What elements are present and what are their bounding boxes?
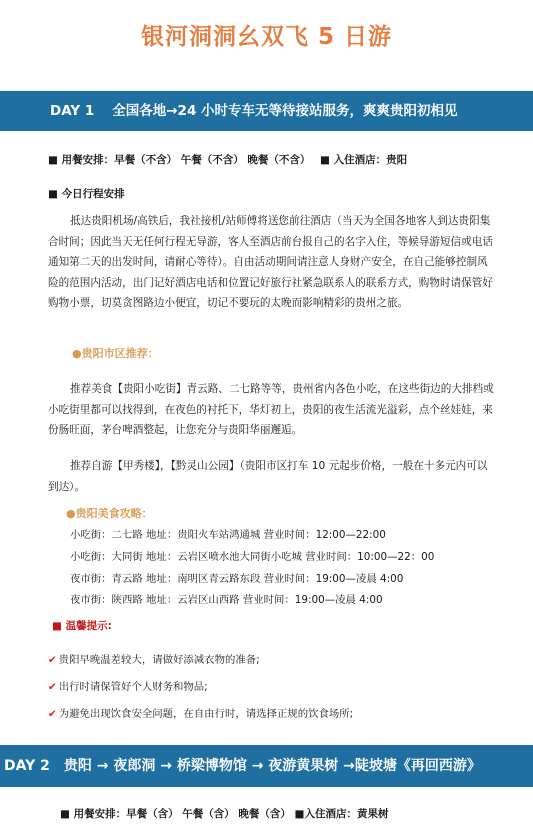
tip-item (48, 705, 353, 720)
tip-text: 为避免出现饮食安全问题，在自由行时，请选择正规的饮食场所; (58, 708, 354, 720)
tour-recommend-paragraph: 推荐自游【甲秀楼】，【黔灵山公园】（贵阳市区打车 10 元起步价格，一般在十多元内可以到达）。 (48, 460, 488, 493)
check-icon: ✔ (48, 654, 57, 666)
tips-heading: ■ 温馨提示: (52, 620, 112, 632)
day1-banner (0, 91, 533, 131)
check-icon: ✔ (48, 681, 57, 693)
food-guide-row: 夜市街：陕西路 地址：云岩区山西路 营业时间：19:00—凌晨 4:00 (70, 594, 383, 606)
check-icon: ✔ (48, 708, 57, 720)
tip-text: 贵阳早晚温差较大，请做好添减衣物的准备; (58, 654, 260, 666)
tip-item (48, 678, 208, 693)
day1-label: DAY 1 (50, 103, 95, 119)
tip-text: 出行时请保管好个人财务和物品; (58, 681, 208, 693)
day2-description: 贵阳 → 夜郎洞 → 桥梁博物馆 → 夜游黄果树 →陡坡塘《再回西游》 (63, 758, 481, 774)
day2-meal-line: ■ 用餐安排：早餐（含） 午餐（含） 晚餐（含） ■入住酒店：黄果树 (60, 808, 389, 820)
day1-schedule-heading: ■ 今日行程安排 (48, 188, 125, 200)
day1-description: 全国各地→24 小时专车无等待接站服务，爽爽贵阳初相见 (112, 103, 458, 119)
day1-hotel-info: ■ 入住酒店：贵阳 (320, 154, 408, 166)
food-guide-heading: ●贵阳美食攻略： (66, 507, 153, 520)
day1-intro-paragraph: 抵达贵阳机场/高铁后，我社接机/站师傅将送您前往酒店（当天为全国各地客人到达贵阳集合时间；因此当天无任何行程无导游，客人至酒店前台报自己的名字入住，等候导游短信或电话通知第二天的出发时间，请耐心等待）。自由活动期间请注意人身财产安全，在自己能够控制风险的范围内活动，出门记好酒店电话和位置记好旅行社紧急联系人的联系方式，购物时请保管好购物小票，切莫贪图路边小便宜，切记不要玩的太晚而影响精彩的贵州之旅。 (48, 215, 493, 309)
day2-label: DAY 2 (4, 758, 50, 774)
page-title: 银河洞洞幺双飞 5 日游 (140, 24, 393, 50)
tip-item (48, 651, 260, 666)
food-guide-row: 小吃街：大同街 地址：云岩区喷水池大同街小吃城 营业时间：10:00—22：00 (70, 551, 435, 563)
day2-banner (0, 745, 533, 787)
food-guide-row: 小吃街：二七路 地址：贵阳火车站鸿通城 营业时间：12:00—22:00 (70, 529, 386, 541)
day1-meal-info: ■ 用餐安排：早餐（不含） 午餐（不含） 晚餐（不含） (48, 154, 311, 166)
city-recommend-heading: ●贵阳市区推荐： (72, 347, 159, 360)
food-recommend-paragraph: 推荐美食【贵阳小吃街】青云路、二七路等等，贵州省内各色小吃，在这些街边的大排档或小吃街里都可以找得到，在夜色的衬托下，华灯初上，贵阳的夜生活流光溢彩，点个丝娃娃，来份肠旺面，茅台啤酒整起，让您充分与贵阳华丽邂逅。 (48, 383, 494, 436)
food-guide-row: 夜市街：青云路 地址：南明区青云路东段 营业时间：19:00—凌晨 4:00 (70, 573, 404, 585)
day1-meal-line (48, 152, 407, 167)
